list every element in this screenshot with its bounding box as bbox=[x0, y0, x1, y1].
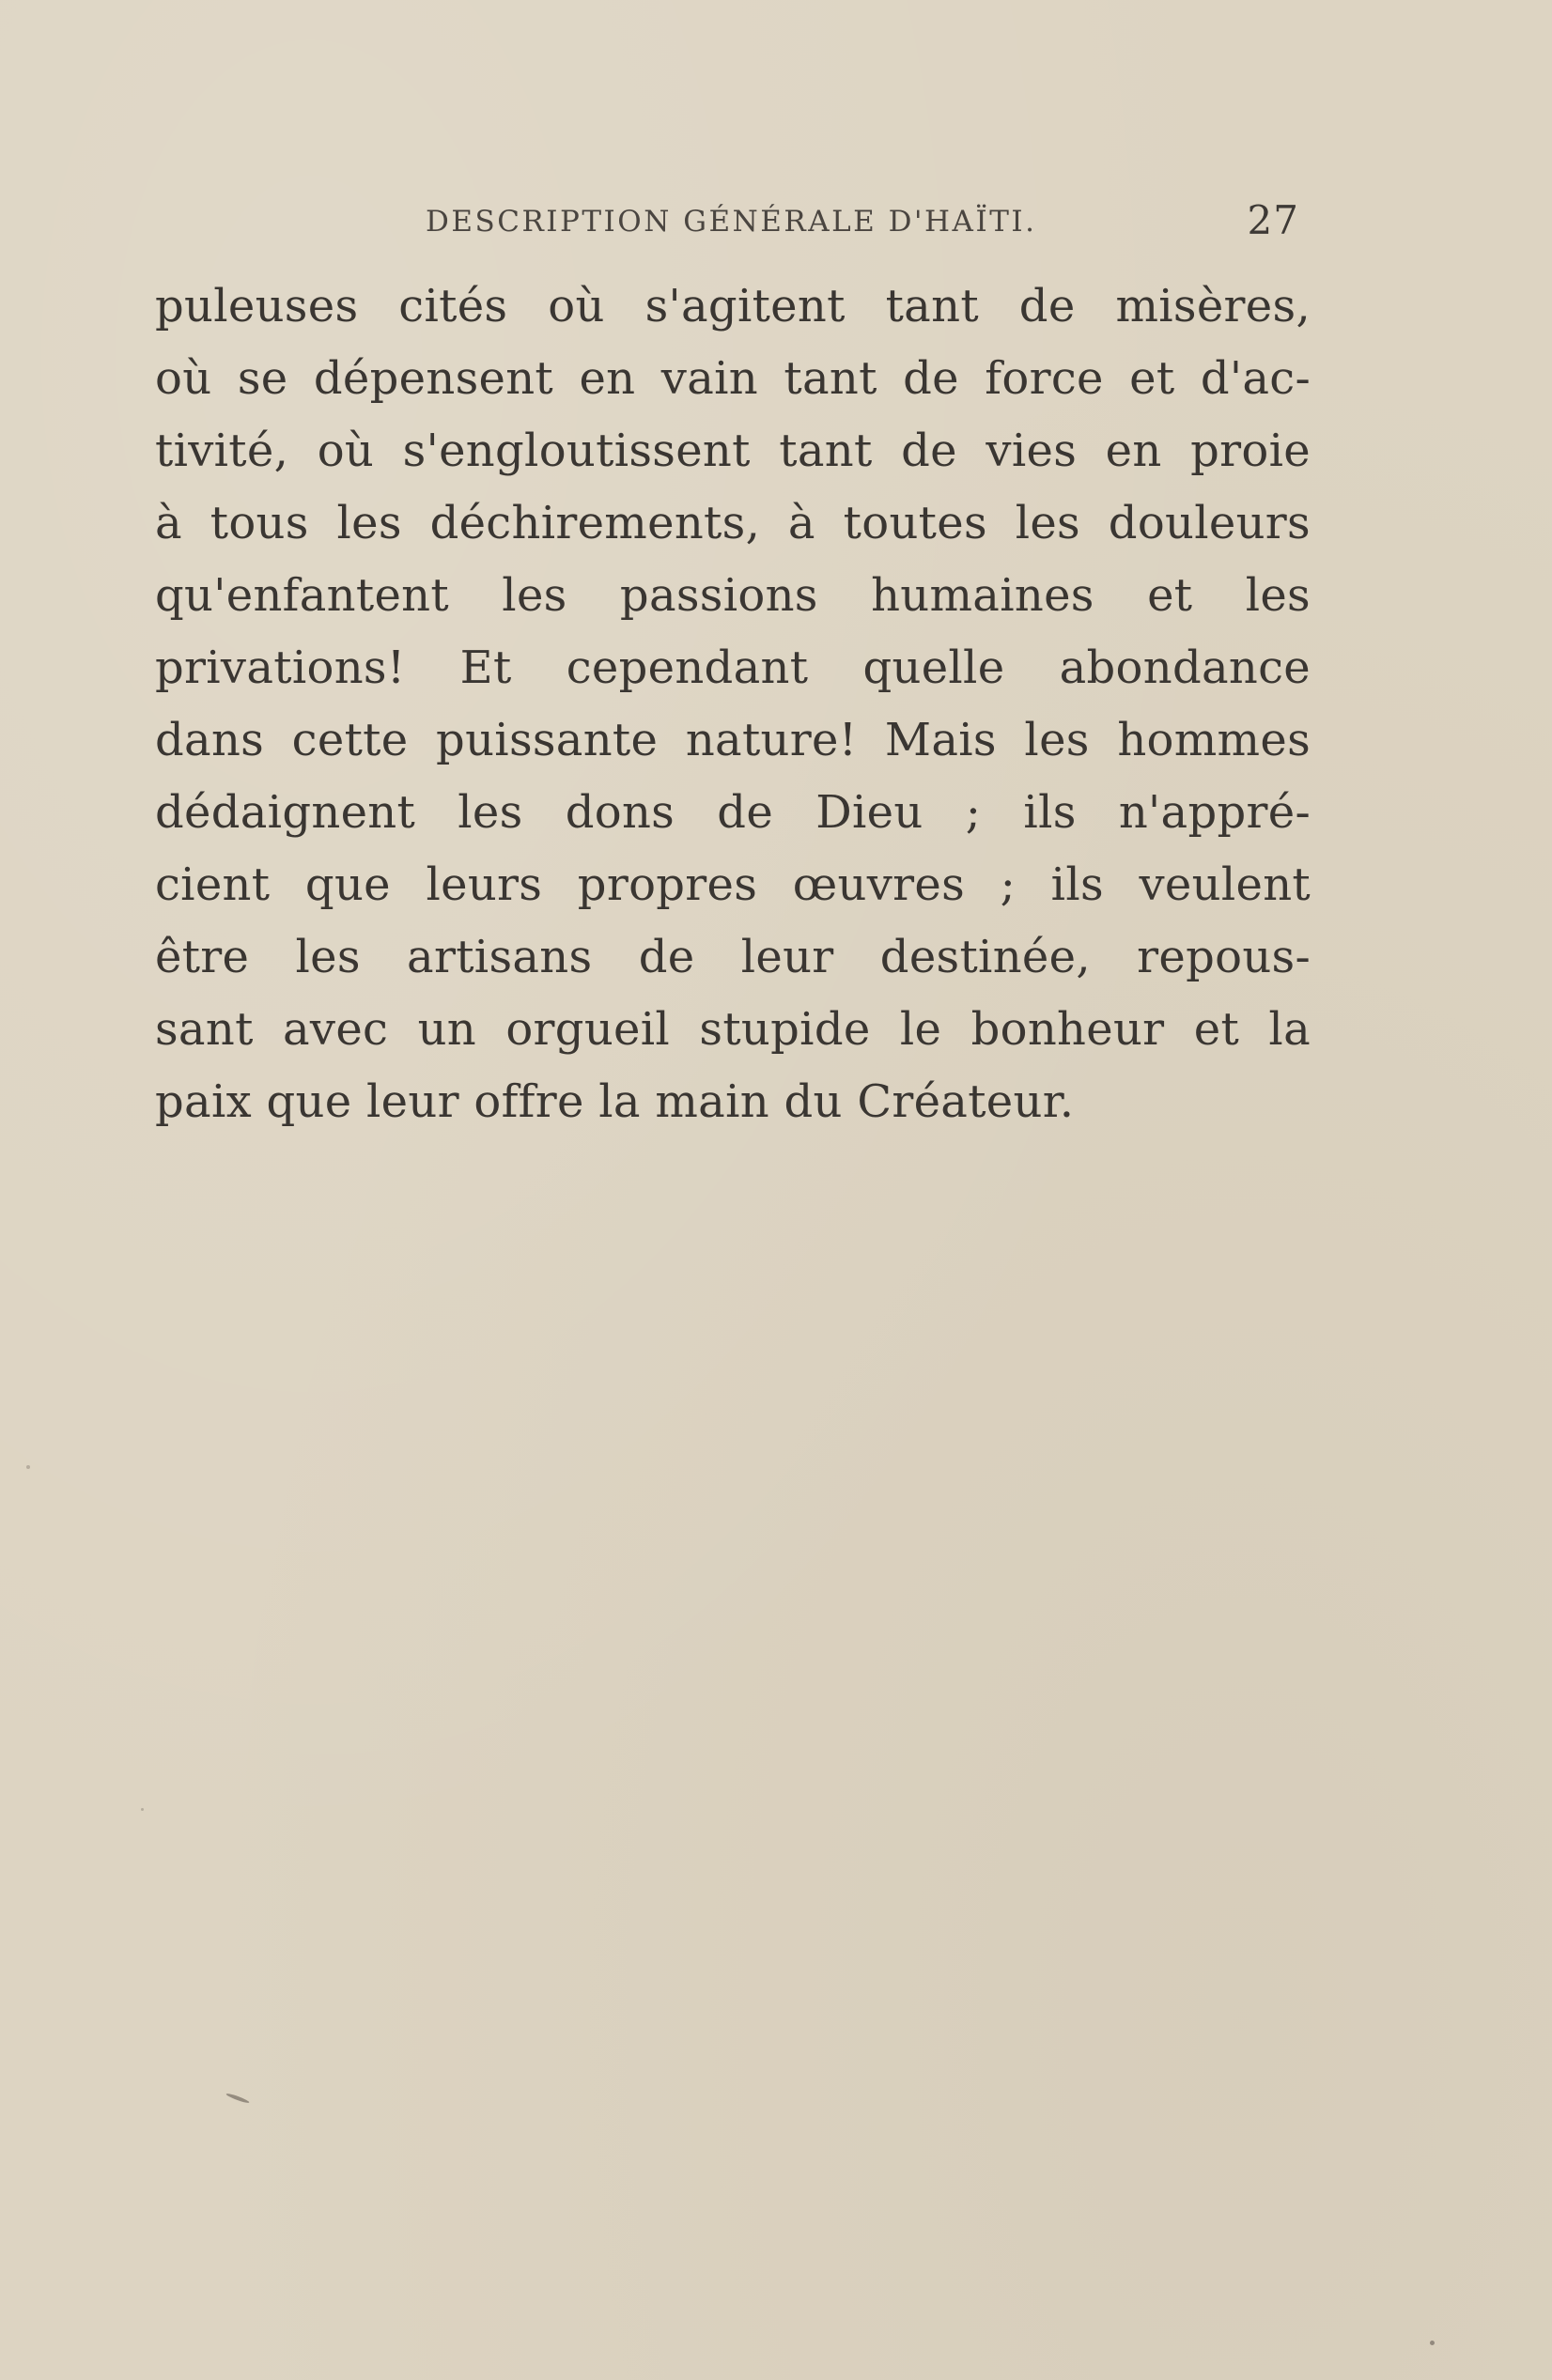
page-number: 27 bbox=[1247, 197, 1299, 243]
running-title: DESCRIPTION GÉNÉRALE D'HAÏTI. bbox=[426, 205, 1037, 239]
text-line: puleuses cités où s'agitent tant de misères, bbox=[155, 280, 1311, 332]
text-line: privations! Et cependant quelle abondance bbox=[155, 641, 1311, 694]
running-header bbox=[155, 197, 1311, 244]
text-line: à tous les déchirements, à toutes les douleurs bbox=[155, 497, 1311, 549]
paper-speck bbox=[1430, 2341, 1435, 2345]
text-line: tivité, où s'engloutissent tant de vies en proie bbox=[155, 425, 1311, 477]
paper-speck bbox=[26, 1465, 30, 1469]
text-line: être les artisans de leur destinée, repous- bbox=[155, 931, 1311, 983]
text-line: cient que leurs propres œuvres ; ils veulent bbox=[155, 858, 1311, 911]
text-line: dédaignent les dons de Dieu ; ils n'appré- bbox=[155, 786, 1311, 839]
text-line: paix que leur offre la main du Créateur. bbox=[155, 1075, 1075, 1128]
text-line: dans cette puissante nature! Mais les hommes bbox=[155, 714, 1311, 766]
text-line: où se dépensent en vain tant de force et d'ac- bbox=[155, 352, 1311, 405]
text-line: qu'enfantent les passions humaines et les bbox=[155, 569, 1311, 622]
body-paragraph bbox=[155, 270, 1311, 1138]
paper-speck bbox=[225, 2093, 250, 2105]
paper-speck bbox=[141, 1808, 144, 1811]
text-line: sant avec un orgueil stupide le bonheur et la bbox=[155, 1003, 1311, 1056]
